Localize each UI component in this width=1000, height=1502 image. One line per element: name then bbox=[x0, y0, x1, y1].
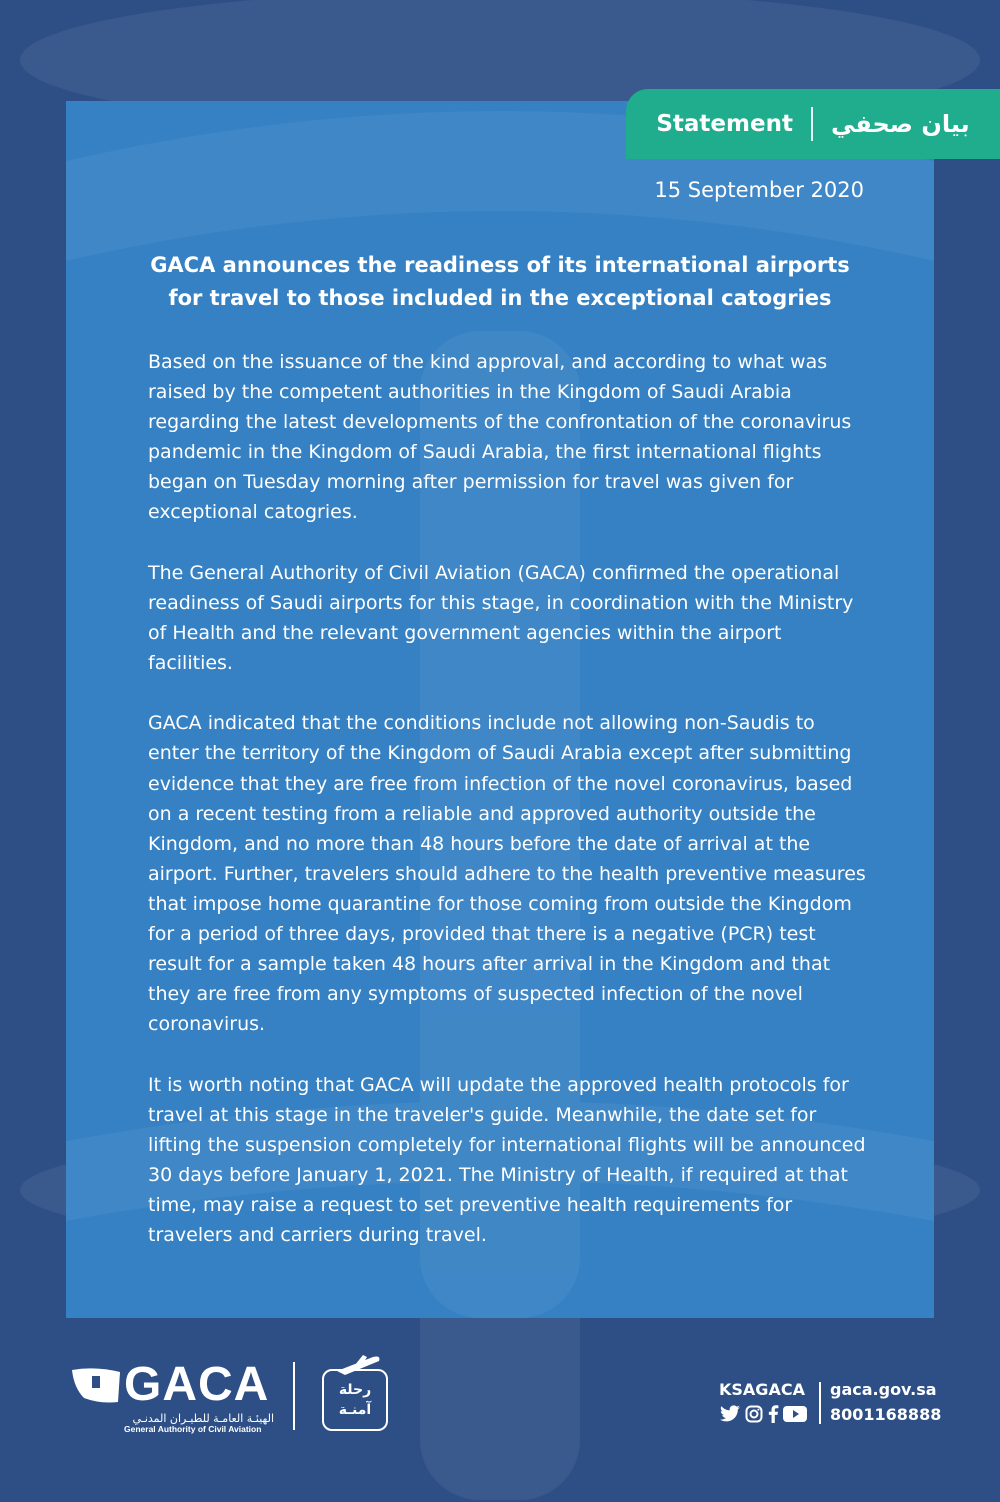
badge-line-1: رحلة bbox=[338, 1382, 372, 1398]
footer-divider bbox=[293, 1362, 295, 1430]
youtube-icon[interactable] bbox=[783, 1405, 807, 1423]
social-icons bbox=[719, 1405, 807, 1423]
instagram-icon[interactable] bbox=[745, 1405, 763, 1423]
paragraph-4: It is worth noting that GACA will update the approved health protocols for travel at this stage in the traveler's guide. Meanwhile, the date set for lifting the suspension completely for international flights will be announced 30 days before January 1, 2021. The Ministry of Health, if required at that time, may raise a request to set preventive health requirements for travelers and carriers during travel. bbox=[148, 1073, 866, 1246]
statement-body bbox=[148, 347, 868, 1280]
paragraph-2: The General Authority of Civil Aviation (GACA) confirmed the operational readiness of Saudi airports for this stage, in coordination with the Ministry of Health and the relevant government agencies within the airport facilities. bbox=[148, 561, 854, 675]
contact-divider bbox=[819, 1382, 821, 1424]
website-link[interactable]: gaca.gov.sa bbox=[830, 1380, 937, 1399]
headline-line-1: GACA announces the readiness of its international airports bbox=[150, 253, 850, 277]
tag-divider bbox=[811, 107, 813, 141]
statement-tag-english: Statement bbox=[656, 111, 793, 137]
paragraph-1: Based on the issuance of the kind approval, and according to what was raised by the competent authorities in the Kingdom of Saudi Arabia regarding the latest developments of the confrontation of the coronavirus pandemic in the Kingdom of Saudi Arabia, the first international flights began on Tuesday morning after permission for travel was given for exceptional catogries. bbox=[148, 351, 852, 524]
headline bbox=[100, 249, 900, 315]
twitter-icon[interactable] bbox=[719, 1405, 741, 1423]
phone-number: 8001168888 bbox=[830, 1405, 942, 1424]
safe-journey-badge bbox=[322, 1369, 388, 1431]
statement-tag bbox=[626, 89, 1000, 159]
headline-line-2: for travel to those included in the exceptional catogries bbox=[168, 286, 832, 310]
facebook-icon[interactable] bbox=[767, 1405, 779, 1423]
social-handle[interactable]: KSAGACA bbox=[719, 1380, 805, 1399]
gaca-logo-english: General Authority of Civil Aviation bbox=[124, 1424, 262, 1434]
badge-line-2: آمنـة bbox=[338, 1402, 372, 1418]
paragraph-3: GACA indicated that the conditions include not allowing non-Saudis to enter the territory of the Kingdom of Saudi Arabia except after submitting evidence that they are free from infection of the novel coronavirus, based on a recent testing from a reliable and approved authority outside the Kingdom, and no more than 48 hours before the date of arrival at the airport. Further, travelers should adhere to the health preventive measures that impose home quarantine for those coming from outside the Kingdom for a period of three days, provided that there is a negative (PCR) test result for a sample taken 48 hours after arrival in the Kingdom and that they are free from any symptoms of suspected infection of the novel coronavirus. bbox=[148, 712, 866, 1036]
gaca-logo-text: GACA bbox=[124, 1358, 270, 1411]
gaca-logo-arabic: الهيئـة العامـة للطيـران المدنـي bbox=[132, 1412, 274, 1425]
statement-tag-arabic: بيان صحفي bbox=[830, 110, 970, 138]
statement-date: 15 September 2020 bbox=[654, 178, 864, 202]
